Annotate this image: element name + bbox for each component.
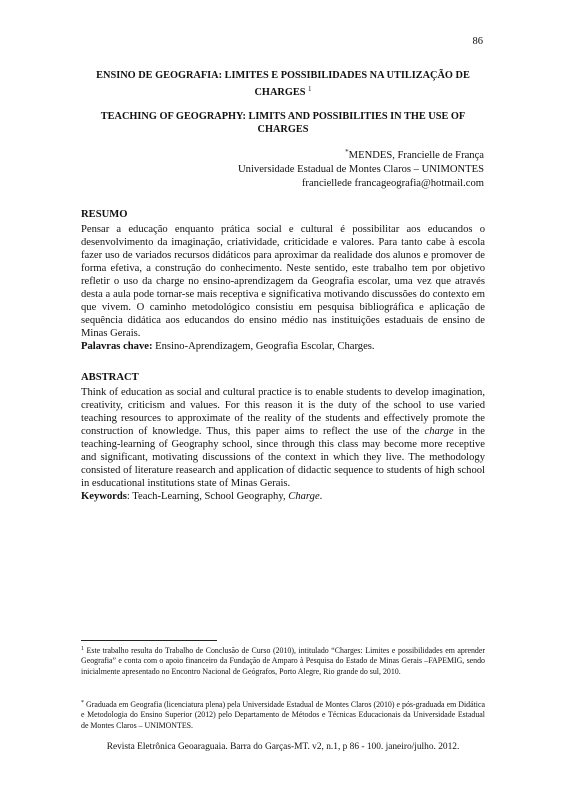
- footnote-2-mark: *: [81, 700, 84, 706]
- title-english: TEACHING OF GEOGRAPHY: LIMITS AND POSSIBILITIES IN THE USE OF CHARGES: [100, 111, 466, 135]
- title-portuguese-text: ENSINO DE GEOGRAFIA: LIMITES E POSSIBILIDADES NA UTILIZAÇÃO DE CHARGES: [96, 70, 470, 98]
- footnote-divider: [81, 640, 217, 641]
- author-name: MENDES, Francielle de França: [348, 150, 484, 161]
- resumo-section: [81, 208, 485, 354]
- abstract-keywords-end: .: [319, 491, 323, 503]
- abstract-text: [81, 386, 485, 490]
- abstract-heading: ABSTRACT: [81, 372, 139, 383]
- abstract-section: [81, 371, 485, 503]
- resumo-keywords: [81, 340, 485, 353]
- footnote-2: [81, 698, 485, 731]
- author-block: [238, 145, 484, 191]
- title-portuguese: [80, 70, 486, 99]
- footnote-1-text: Este trabalho resulta do Trabalho de Conclusão de Curso (2010), intitulado “Charges: Limites e possibilidades em aprender Geografia” e conta com o apoio financeiro da Fundação de Amparo à Pesquisa do Estado de Minas Gerais –FAPEMIG, sendo inicialmente apresentado no Encontro Nacional de Geógrafos, Porto Alegre, Rio grande do sul, 2010.: [81, 646, 485, 676]
- abstract-keywords: [81, 490, 485, 503]
- author-mark: *: [345, 148, 349, 156]
- author-name-line: [238, 145, 484, 163]
- page-number: 86: [472, 36, 483, 47]
- abstract-keywords-italic: Charge: [288, 491, 320, 503]
- abstract-keywords-text: : Teach-Learning, School Geography,: [126, 491, 286, 503]
- resumo-text: Pensar a educação enquanto prática social e cultural é possibilitar aos educandos o desenvolvimento da imaginação, criatividade, criticidade e valores. Para tanto cabe à escola fazer uso de variados recursos didáticos para aproximar da realidade dos alunos e promover de forma efetiva, a construção do conhecimento. Neste sentido, este trabalho tem por objetivo refletir o uso da charge no ensino-aprendizagem da Geografia escolar, uma vez que através desta a aula pode tornar-se mais receptiva e significativa motivando discussões do contexto em que vivem. O caminho metodológico consistiu em pesquisa bibliográfica e aplicação de sequência didática aos educandos do ensino médio nas instituições estaduais de ensino de Minas Gerais.: [81, 224, 485, 340]
- footnote-1-mark: 1: [81, 646, 84, 652]
- author-email: franciellede francageografia@hotmail.com: [301, 178, 484, 189]
- abstract-keywords-label: Keywords: [81, 491, 127, 503]
- resumo-keywords-text: Ensino-Aprendizagem, Geografia Escolar, Charges.: [155, 341, 375, 353]
- journal-footer: Revista Eletrônica Geoaraguaia. Barra do Garças-MT. v2, n.1, p 86 - 100. janeiro/julho. 2012.: [106, 742, 460, 752]
- author-affiliation: Universidade Estadual de Montes Claros – UNIMONTES: [238, 164, 484, 175]
- footnote-1: [81, 644, 485, 677]
- abstract-text-part2: in the teaching-learning of Geography school, since through this class may become more receptive and significant, motivating discussions of the context in which they live. The methodology consisted of literature reasearch and application of didactic sequence to students of high school in esducational institutions state of Minas Gerais.: [81, 426, 485, 490]
- resumo-heading: RESUMO: [81, 209, 128, 220]
- abstract-text-italic: charge: [424, 426, 454, 438]
- resumo-keywords-label: Palavras chave:: [81, 341, 153, 353]
- title-footnote-mark: 1: [308, 84, 312, 93]
- footnote-2-text: Graduada em Geografia (licenciatura plena) pela Universidade Estadual de Montes Claros (2010) e pós-graduada em Didática e Metodologia do Ensino Superior (2012) pelo Departamento de Métodos e Técnicas Educacionais da Universidade Estadual de Montes Claros – UNIMONTES.: [81, 700, 485, 730]
- abstract-text-part1: Think of education as social and cultural practice is to enable students to develop imagination, creativity, criticism and values. For this reason it is the duty of the school to use varied teaching resources to approximate of the reality of the students and effectively promote the construction of knowledge. Thus, this paper aims to reflect the use of the: [81, 387, 485, 438]
